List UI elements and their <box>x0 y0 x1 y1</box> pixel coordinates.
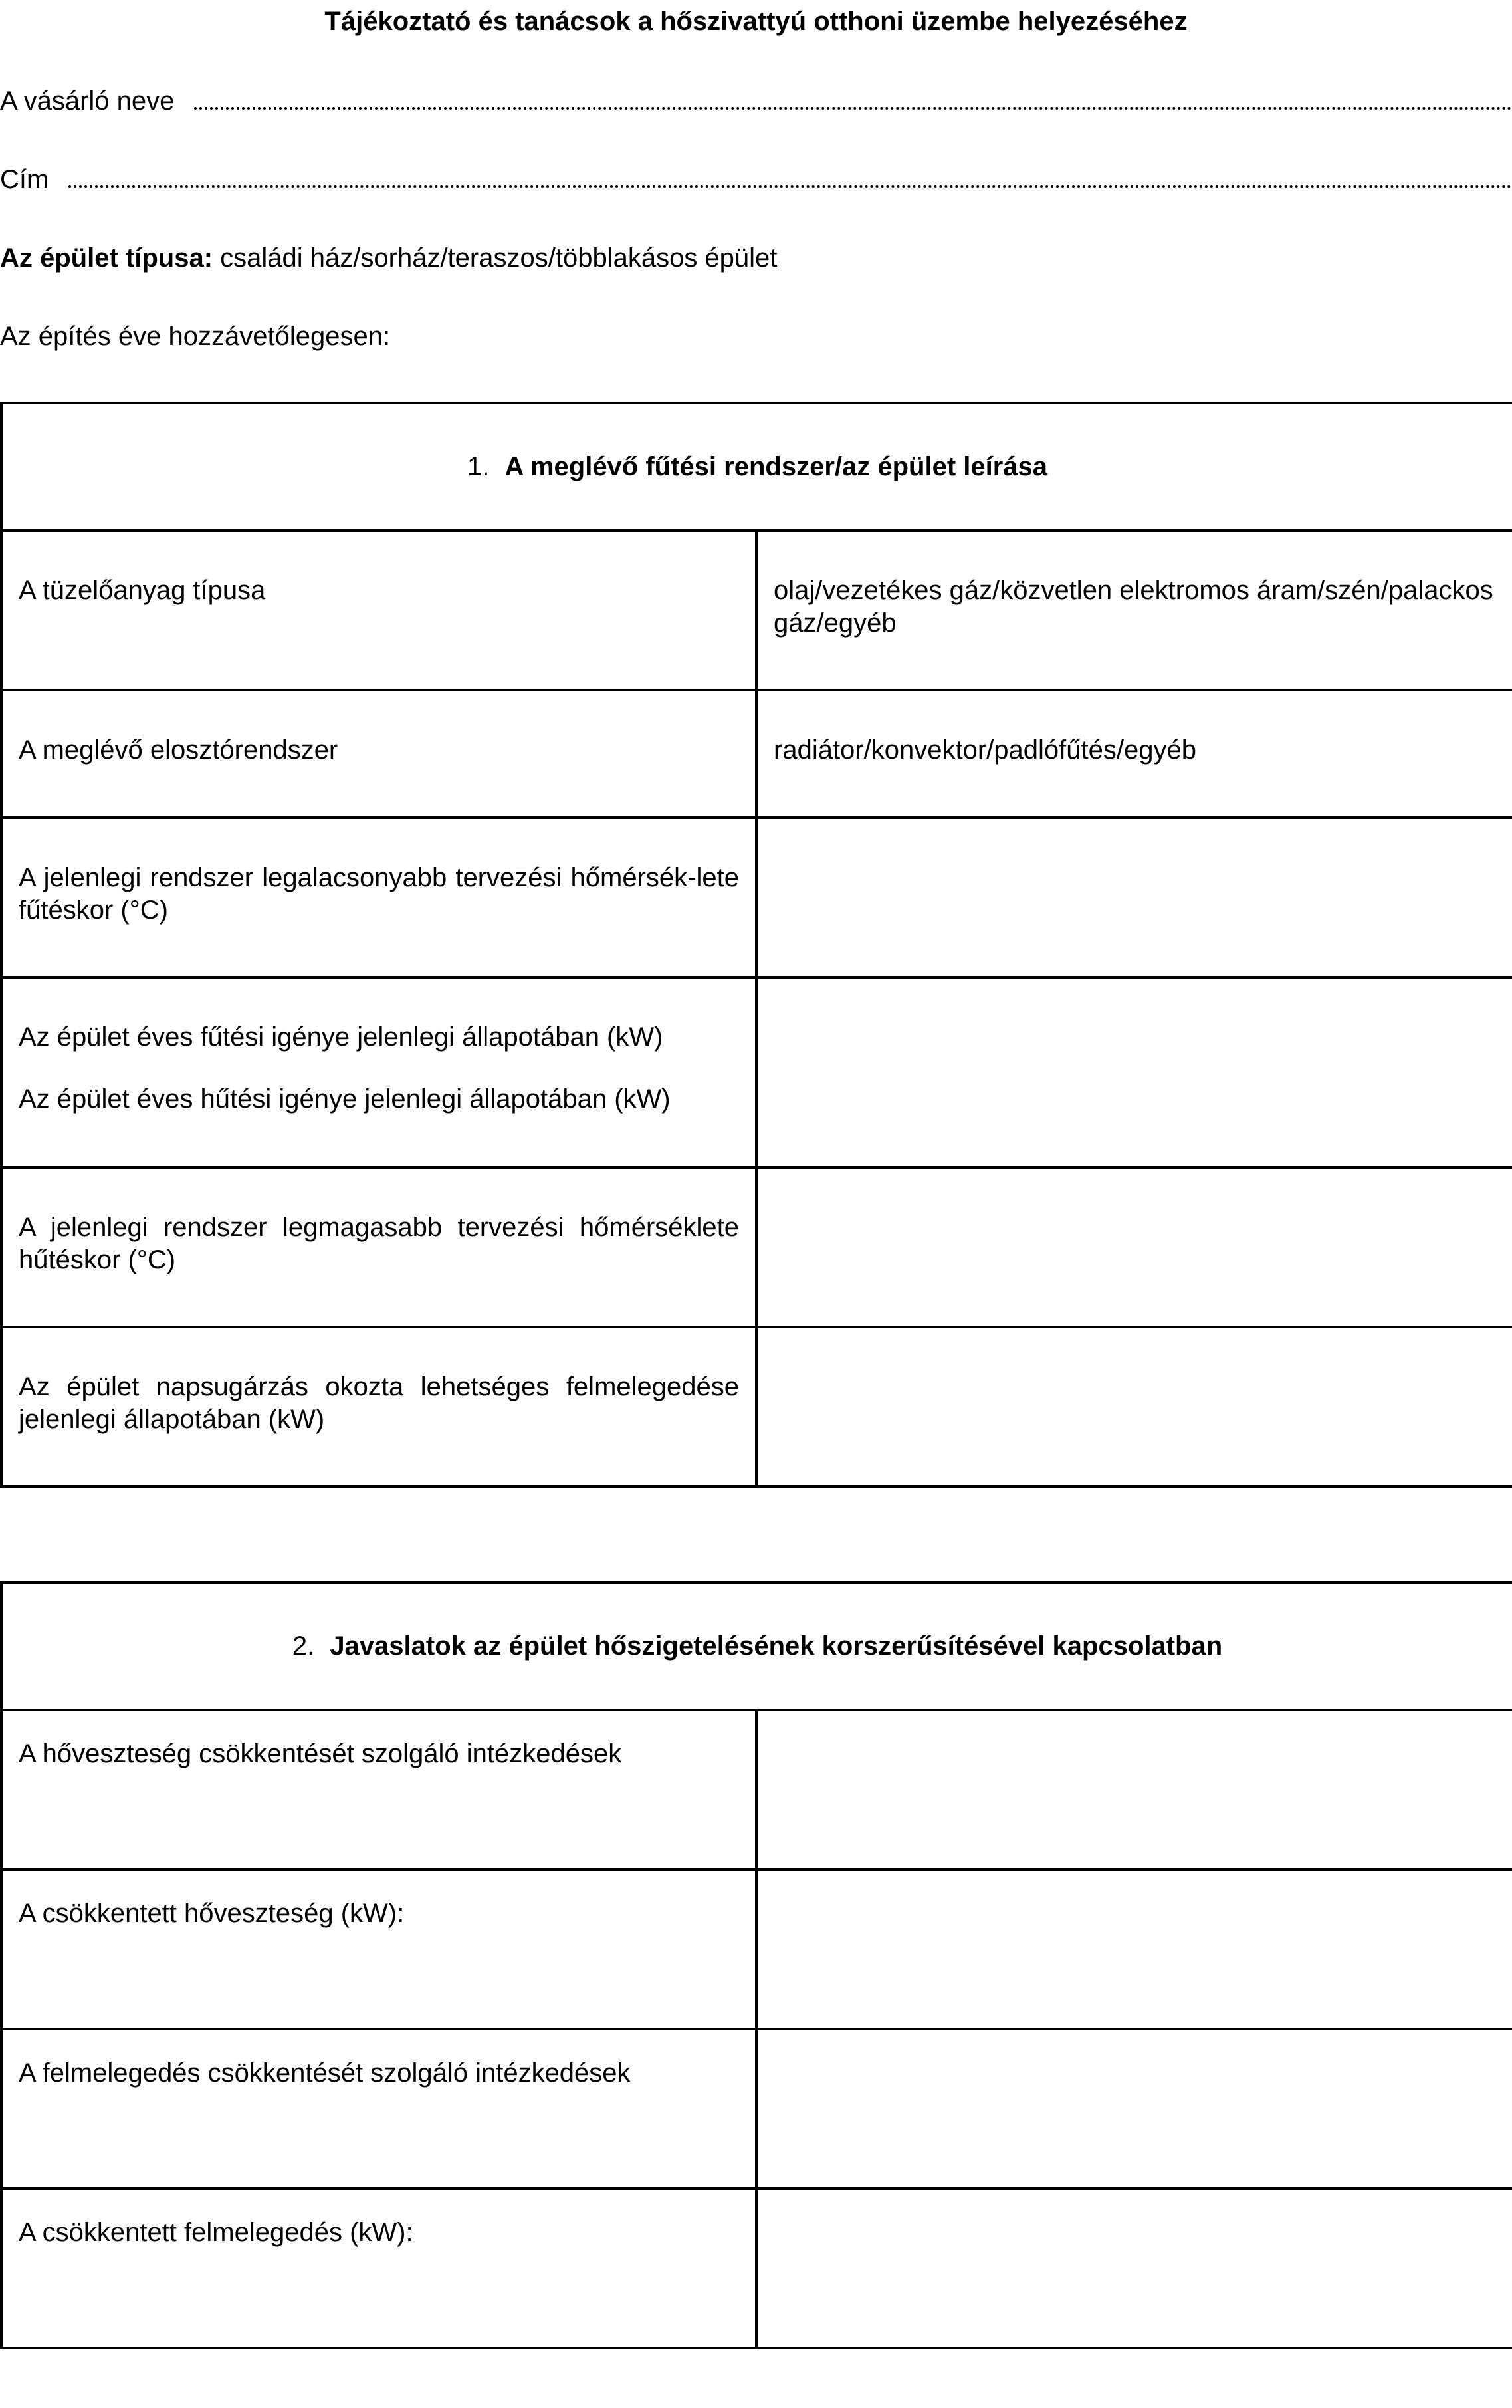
section1-title: A meglévő fűtési rendszer/az épület leírása <box>504 451 1048 481</box>
distribution-system-label: A meglévő elosztórendszer <box>1 690 756 818</box>
reduced-overheating-value[interactable] <box>756 2189 1512 2348</box>
fuel-type-label: A tüzelőanyag típusa <box>1 531 756 690</box>
max-cooling-temp-value[interactable] <box>756 1167 1512 1327</box>
annual-cooling-demand-label: Az épület éves hűtési igénye jelenlegi állapotában (kW) <box>19 1084 671 1114</box>
distribution-system-value[interactable]: radiátor/konvektor/padlófűtés/egyéb <box>756 690 1512 818</box>
document-title: Tájékoztató és tanácsok a hőszivattyú otthoni üzembe helyezéséhez <box>324 7 1188 36</box>
overheating-measures-label: A felmelegedés csökkentését szolgáló intézkedések <box>1 2029 756 2189</box>
section2-table <box>0 1581 1512 2349</box>
table-row <box>1 1869 1512 2029</box>
fuel-type-value[interactable]: olaj/vezetékes gáz/közvetlen elektromos áram/szén/palackos gáz/egyéb <box>756 531 1512 690</box>
min-heating-temp-label: A jelenlegi rendszer legalacsonyabb tervezési hőmérsék-lete fűtéskor (°C) <box>1 818 756 977</box>
address-fill-line[interactable] <box>68 166 1512 188</box>
heat-loss-measures-label: A hőveszteség csökkentését szolgáló intézkedések <box>1 1710 756 1869</box>
section2-title: Javaslatok az épület hőszigetelésének korszerűsítésével kapcsolatban <box>330 1631 1223 1661</box>
reduced-heat-loss-value[interactable] <box>756 1869 1512 2029</box>
reduced-heat-loss-label: A csökkentett hőveszteség (kW): <box>1 1869 756 2029</box>
solar-gain-value[interactable] <box>756 1327 1512 1487</box>
building-type-options: családi ház/sorház/teraszos/többlakásos épület <box>220 243 778 273</box>
buyer-name-fill-line[interactable] <box>194 87 1512 110</box>
table-row <box>1 531 1512 690</box>
table-row <box>1 2029 1512 2189</box>
section1-table <box>0 402 1512 1488</box>
section2-number: 2. <box>292 1631 315 1661</box>
building-type-label: Az épület típusa: <box>0 243 213 273</box>
max-cooling-temp-label: A jelenlegi rendszer legmagasabb tervezési hőmérséklete hűtéskor (°C) <box>1 1167 756 1327</box>
solar-gain-label: Az épület napsugárzás okozta lehetséges felmelegedése jelenlegi állapotában (kW) <box>1 1327 756 1487</box>
table-row <box>1 1327 1512 1487</box>
buyer-name-row <box>0 85 1512 118</box>
section1-header <box>1 403 1512 531</box>
annual-heating-demand-label: Az épület éves fűtési igénye jelenlegi állapotában (kW) <box>19 1023 663 1052</box>
min-heating-temp-value[interactable] <box>756 818 1512 977</box>
overheating-measures-value[interactable] <box>756 2029 1512 2189</box>
address-row <box>0 164 1512 197</box>
address-label: Cím <box>0 165 49 194</box>
section2-header-row <box>1 1582 1512 1710</box>
building-type-row <box>0 242 1512 275</box>
annual-demand-cell <box>1 977 756 1167</box>
heat-loss-measures-value[interactable] <box>756 1710 1512 1869</box>
table-row <box>1 1710 1512 1869</box>
build-year-label: Az építés éve hozzávetőlegesen: <box>0 322 391 351</box>
section1-number: 1. <box>467 451 490 481</box>
table-row <box>1 1167 1512 1327</box>
annual-demand-value[interactable] <box>756 977 1512 1167</box>
table-row <box>1 818 1512 977</box>
buyer-name-label: A vásárló neve <box>0 86 175 116</box>
table-row <box>1 977 1512 1167</box>
section1-header-row <box>1 403 1512 531</box>
table-row <box>1 690 1512 818</box>
table-row <box>1 2189 1512 2348</box>
reduced-overheating-label: A csökkentett felmelegedés (kW): <box>1 2189 756 2348</box>
section2-header <box>1 1582 1512 1710</box>
build-year-row <box>0 320 1512 354</box>
